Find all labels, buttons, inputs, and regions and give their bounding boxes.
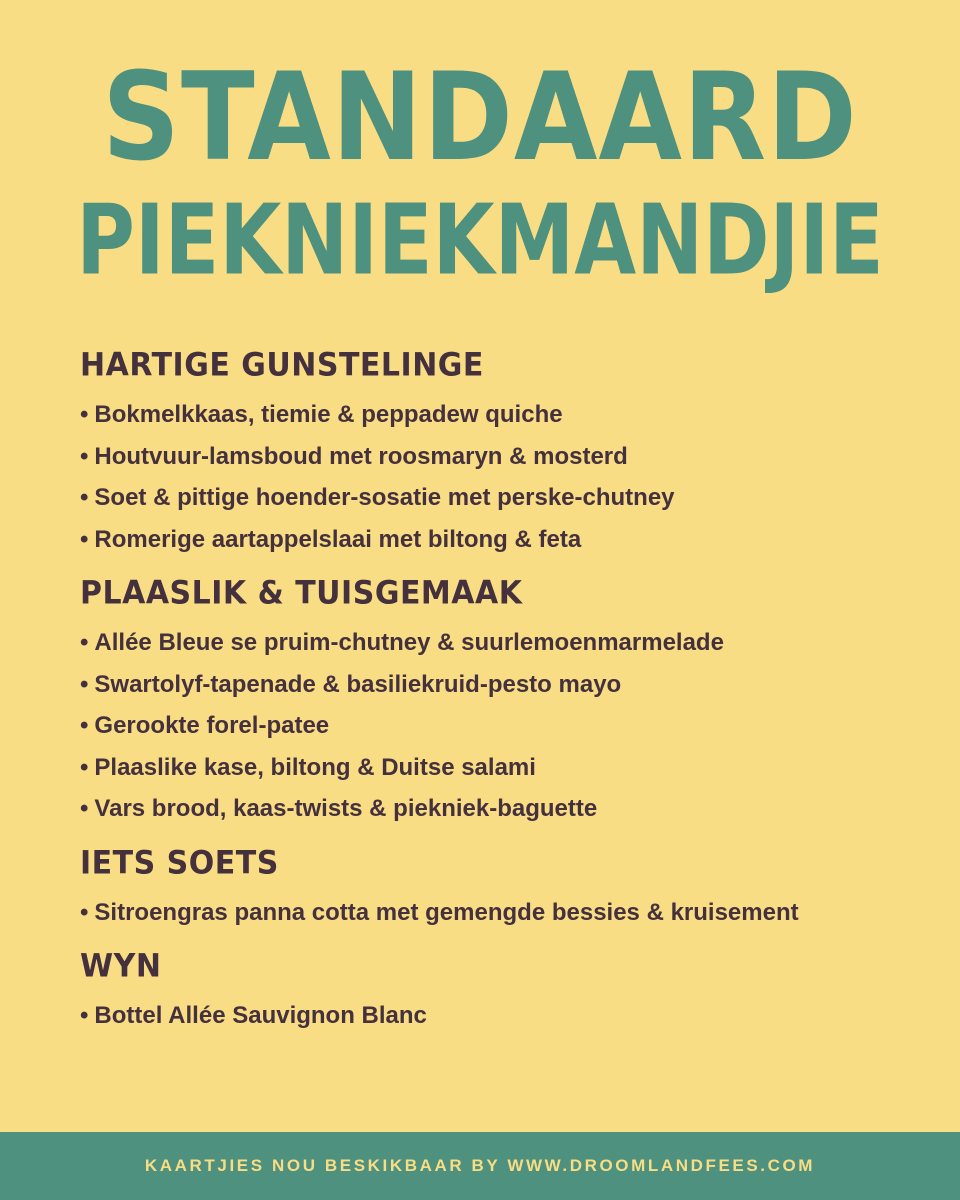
section-title: IETS SOETS	[80, 844, 279, 882]
section-plaaslik-tuisgemaak	[80, 572, 920, 830]
menu-item: • Sitroengras panna cotta met gemengde bessies & kruisement	[80, 892, 920, 934]
section-title: PLAASLIK & TUISGEMAAK	[80, 574, 523, 613]
section-hartige-gunstelinge	[80, 344, 920, 560]
menu-item: • Soet & pittige hoender-sosatie met perske-chutney	[80, 477, 920, 519]
menu-item: • Romerige aartappelslaai met biltong & feta	[80, 519, 920, 561]
footer-ticket-text: KAARTJIES NOU BESKIKBAAR BY WWW.DROOMLANDFEES.COM	[144, 1156, 816, 1175]
menu-item: • Houtvuur-lamsboud met roosmaryn & mosterd	[80, 436, 920, 478]
menu-item: • Vars brood, kaas-twists & piekniek-baguette	[80, 788, 920, 830]
section-wyn	[80, 945, 920, 1037]
menu-list	[80, 344, 920, 1049]
menu-item: • Plaaslike kase, biltong & Duitse salami	[80, 747, 920, 789]
menu-item: • Gerookte forel-patee	[80, 705, 920, 747]
menu-item: • Swartolyf-tapenade & basiliekruid-pesto mayo	[80, 664, 920, 706]
footer-banner	[0, 1132, 960, 1200]
section-title: HARTIGE GUNSTELINGE	[80, 346, 484, 385]
page-title-line-2: PIEKNIEKMANDJIE	[76, 183, 884, 297]
item-list	[80, 995, 920, 1037]
item-list	[80, 622, 920, 830]
menu-item: • Bottel Allée Sauvignon Blanc	[80, 995, 920, 1037]
item-list	[80, 892, 920, 934]
menu-item: • Bokmelkkaas, tiemie & peppadew quiche	[80, 394, 920, 436]
item-list	[80, 394, 920, 560]
section-title: WYN	[80, 947, 162, 986]
menu-item: • Allée Bleue se pruim-chutney & suurlemoenmarmelade	[80, 622, 920, 664]
page-title-line-1: STANDAARD	[102, 47, 858, 188]
section-iets-soets	[80, 842, 920, 934]
